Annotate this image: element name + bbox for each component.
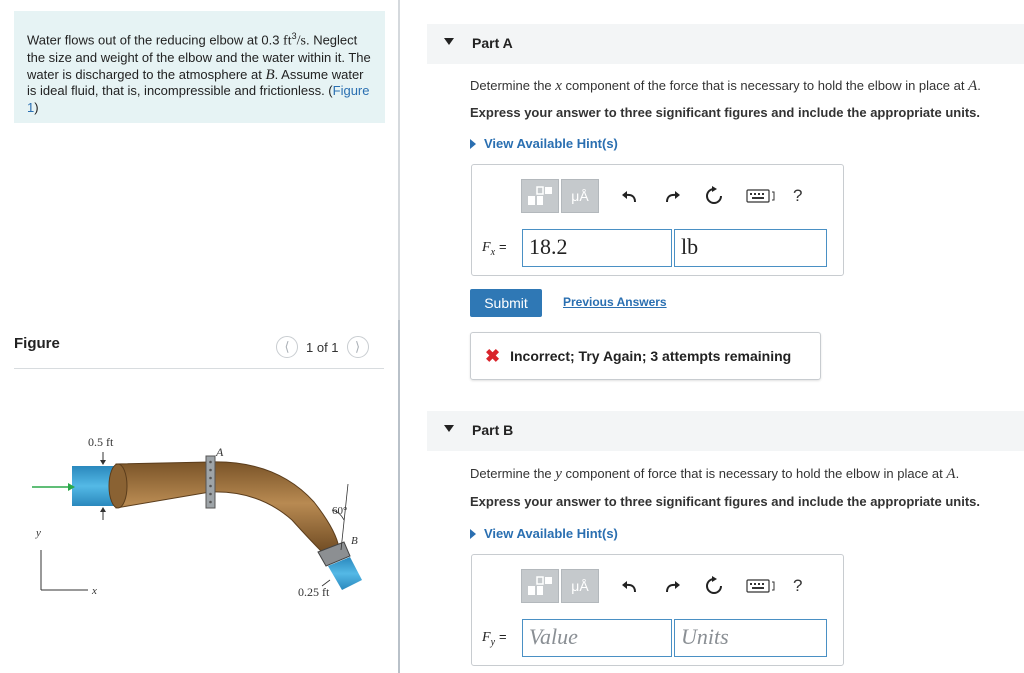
part-b-title: Part B [472,422,514,438]
problem-panel [0,0,399,673]
fx-units-input[interactable]: lb [674,229,827,267]
question-text: Determine the [470,466,556,481]
unit-rest: /s [296,33,306,49]
eq-var: F [482,630,491,645]
label-angle: 60° [332,505,348,517]
hint-label: View Available Hint(s) [484,526,618,541]
question-point: A [946,466,956,482]
label-d-inlet: 0.5 ft [88,435,114,449]
hint-label: View Available Hint(s) [484,136,618,151]
feedback-text: Incorrect; Try Again; 3 attempts remaining [510,348,792,364]
fy-label [482,629,507,648]
reset-icon[interactable] [703,575,725,597]
chevron-right-icon[interactable]: ⟩ [347,336,369,358]
part-b-hint-link[interactable] [470,526,618,541]
figure-title: Figure [14,335,60,352]
expand-arrow-icon [470,529,476,539]
undo-icon[interactable] [619,185,641,207]
dim-inlet-bottom-arrow [100,507,106,512]
question-variable: y [555,466,562,482]
help-button[interactable]: ? [793,186,803,205]
eq-var: F [482,240,491,255]
question-text: Determine the [470,78,556,93]
templates-icon[interactable] [521,179,559,213]
equation-toolbar [521,179,802,213]
unit-exp: 3 [291,31,297,41]
part-a-header[interactable] [427,24,1024,64]
eq-sub: y [490,636,496,648]
submit-button[interactable]: Submit [470,289,542,317]
part-a-instruction: Express your answer to three significant figures and include the appropriate units. [470,105,980,120]
question-text: component of force that is necessary to hold the elbow in place at [561,466,947,481]
figure-pager [276,336,369,358]
flange-a [206,456,215,508]
label-d-outlet: 0.25 ft [298,585,330,599]
label-point-b: B [351,535,358,547]
figure-divider [14,368,384,369]
units-button[interactable]: μÅ [561,179,599,213]
help-button[interactable]: ? [793,576,803,595]
reducing-elbow-figure [14,372,384,612]
x-icon: ✖ [485,345,501,366]
eq-sign: = [499,629,507,644]
point-b-symbol: B [265,66,275,83]
problem-text: . Neglect the size and weight of the elbow and the water within it. The water is discharged to the atmosphere at [27,32,371,82]
question-text: . [977,78,981,93]
label-axis-y: y [36,527,41,539]
previous-answers-link[interactable]: Previous Answers [563,295,667,309]
column-divider-handle[interactable] [398,320,400,673]
units-button[interactable]: μÅ [561,569,599,603]
fx-label [482,239,507,258]
collapse-triangle-icon[interactable] [444,38,454,45]
problem-text: . Assume water is ideal fluid, that is, incompressible and frictionless. ( [27,66,364,99]
problem-statement [14,11,385,123]
part-b-instruction: Express your answer to three significant figures and include the appropriate units. [470,494,980,509]
part-a-answer-box [471,164,844,276]
part-a-title: Part A [472,35,513,51]
redo-icon[interactable] [661,185,683,207]
fy-units-input[interactable]: Units [674,619,827,657]
part-b-question [470,466,959,483]
question-text: component of the force that is necessary to hold the elbow in place at [561,78,969,93]
label-point-a: A [216,445,224,459]
elbow-pipe [111,462,339,554]
undo-icon[interactable] [619,575,641,597]
label-axis-x: x [92,585,97,597]
problem-text: ) [34,99,39,115]
feedback-message [470,332,821,380]
keyboard-icon[interactable] [745,185,777,207]
keyboard-icon[interactable] [745,575,777,597]
equation-toolbar [521,569,802,603]
eq-sub: x [490,246,496,258]
part-a-hint-link[interactable] [470,136,618,151]
chevron-left-icon[interactable]: ⟨ [276,336,298,358]
templates-icon[interactable] [521,569,559,603]
redo-icon[interactable] [661,575,683,597]
question-variable: x [555,78,562,94]
collapse-triangle-icon[interactable] [444,425,454,432]
fy-value-input[interactable]: Value [522,619,672,657]
question-text: . [955,466,960,481]
part-b-answer-box [471,554,844,666]
question-point: A [968,78,978,94]
eq-sign: = [499,239,507,254]
fx-value-input[interactable]: 18.2 [522,229,672,267]
unit-ft: ft [283,33,292,49]
reset-icon[interactable] [703,185,725,207]
dim-inlet-top-arrow [100,460,106,465]
part-b-header[interactable] [427,411,1024,451]
part-a-question [470,78,981,95]
figure-link[interactable]: Figure 1 [27,83,370,115]
expand-arrow-icon [470,139,476,149]
pager-text: 1 of 1 [306,339,339,355]
inlet-opening [109,464,127,508]
problem-text: Water flows out of the reducing elbow at 0.3 [27,32,284,48]
